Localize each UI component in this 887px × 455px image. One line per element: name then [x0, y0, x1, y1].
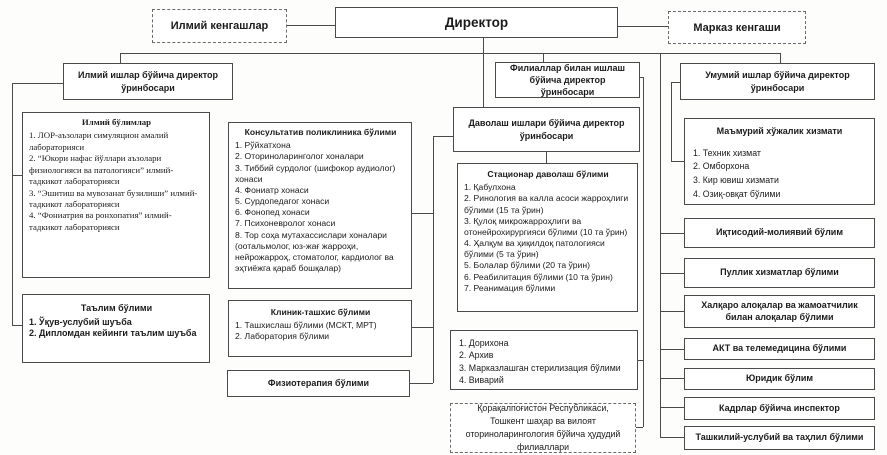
connector-line — [410, 383, 433, 384]
connector-line — [412, 327, 433, 328]
admin-service-box — [684, 118, 875, 205]
unit-label: Ташкилий-услубий ва таҳлил бўлими — [695, 432, 864, 443]
connector-line — [671, 161, 684, 162]
connector-line — [120, 53, 780, 54]
list-item: 1. ЛОР-аъзолари симуляцион амалий лабораторияси — [29, 130, 169, 152]
scientific-councils-box — [152, 9, 287, 43]
unit-label: АКТ ва телемедицина бўлими — [712, 343, 847, 354]
list-item: 3. Марказлашган стерилизация бўлими — [459, 362, 621, 373]
list-item: 6. Фонопед хонаси — [235, 207, 310, 218]
center-council-label: Марказ кенгаши — [693, 21, 781, 34]
connector-line — [433, 136, 453, 137]
connector-line — [660, 349, 684, 350]
connector-line — [660, 407, 684, 408]
list-item: 3. “Эшитиш ва мувозанат бузилиши” илмий-тадкикот лабораторияси — [29, 187, 198, 209]
inpatient-department-title: Стационар даволаш бўлими — [487, 169, 609, 179]
list-item: 3. Қулоқ микрожарроҳлиги ва отонейрохирургияси бўлими (10 та ўрин) — [464, 215, 628, 237]
general-affairs-deputy-label: Умумий ишлар бўйича директор ўринбосари — [705, 70, 850, 93]
list-item: 1. Рўйхатхона — [235, 140, 291, 151]
science-departments-title: Илмий бўлимлар — [81, 117, 152, 127]
ict-telemedicine-box — [684, 338, 875, 360]
connector-line — [660, 53, 661, 437]
science-departments-box — [22, 112, 210, 278]
international-relations-box — [684, 295, 875, 328]
diagnostics-department-box — [228, 300, 412, 357]
scientific-councils-label: Илмий кенгашлар — [170, 20, 269, 32]
list-item: 4. Ҳалқум ва ҳиқилдоқ патологияси бўлими (5 та ўрин) — [464, 238, 605, 260]
list-item: 1. Қабулхона — [464, 182, 516, 193]
treatment-deputy-label: Даволаш ишлари бўйича директор ўринбосари — [468, 118, 625, 141]
connector-line — [543, 53, 544, 62]
science-deputy-box — [63, 63, 233, 100]
paid-services-box — [684, 258, 875, 288]
list-item: 4. “Фониатрия ва ронхопатия” илмий-тадкикот лабораторияси — [29, 210, 172, 232]
list-item: 4. Озиқ-овқат бўлими — [693, 188, 781, 199]
list-item: 2. Ринология ва калла асоси жарроҳлиги бўлими (15 та ўрин) — [464, 193, 629, 215]
physiotherapy-department-label: Физиотерапия бўлими — [267, 377, 370, 388]
connector-line — [12, 83, 63, 84]
organizational-methodical-box — [684, 426, 875, 450]
regional-branches-box — [450, 403, 636, 453]
list-item: 5. Болалар бўлими (20 та ўрин) — [464, 260, 590, 271]
connector-line — [671, 82, 672, 161]
unit-label: Пуллик хизматлар бўлими — [720, 267, 839, 278]
admin-service-title: Маъмурий хўжалик хизмати — [716, 126, 843, 136]
economics-finance-box — [684, 218, 875, 248]
branches-deputy-box — [495, 62, 640, 98]
connector-line — [12, 175, 22, 176]
list-item: 2. Оториноларинголог хоналари — [235, 151, 364, 162]
connector-line — [412, 213, 433, 214]
connector-line — [671, 82, 680, 83]
connector-line — [636, 427, 643, 428]
list-item: 3. Тиббий сурдолог (шифокор аудиолог) хонаси — [235, 162, 396, 184]
unit-label: Иқтисодий-молиявий бўлим — [716, 227, 843, 238]
connector-line — [546, 152, 547, 163]
support-units-box — [450, 330, 638, 390]
hr-inspector-box — [684, 397, 875, 420]
physiotherapy-department-box — [227, 370, 410, 397]
connector-line — [12, 325, 22, 326]
list-item: 2. Дипломдан кейинги таълим шуъба — [29, 328, 197, 339]
unit-label: Кадрлар бўйича инспектор — [719, 402, 840, 413]
list-item: 1. Дорихона — [459, 338, 509, 348]
connector-line — [640, 77, 643, 78]
unit-label: Юридик бўлим — [745, 373, 814, 384]
connector-line — [643, 77, 644, 427]
center-council-box — [668, 11, 806, 44]
branches-deputy-label: Филиаллар билан ишлаш бўйича директор ўринбосари — [510, 62, 625, 98]
list-item: 1. Ўқув-услубий шуъба — [29, 316, 132, 327]
polyclinic-department-box — [228, 122, 412, 289]
list-item: 2. Лаборатория бўлими — [235, 331, 330, 342]
connector-line — [780, 53, 781, 63]
polyclinic-department-title: Консультатив поликлиника бўлими — [244, 127, 397, 137]
diagnostics-department-title: Клиник-ташхис бўлими — [270, 307, 371, 317]
connector-line — [660, 233, 684, 234]
connector-line — [287, 25, 335, 26]
connector-line — [660, 311, 684, 312]
connector-line — [483, 38, 484, 107]
director-box — [335, 7, 618, 38]
education-department-box — [22, 294, 210, 363]
list-item: 3. Кир ювиш хизмати — [693, 174, 779, 185]
general-affairs-deputy-box — [680, 63, 875, 100]
connector-line — [618, 26, 668, 27]
connector-line — [638, 360, 643, 361]
list-item: 8. Тор соҳа мутахассислари хоналари (оотальмолог, юз-жағ жарроҳи, нейрожарроҳ, стоматолог, кардиолог ва эҳтиёжга қараб бошқалар) — [235, 229, 394, 274]
list-item: 1. Техник хизмат — [693, 147, 761, 158]
list-item: 2. Архив — [459, 350, 494, 361]
treatment-deputy-box — [453, 107, 640, 152]
director-label: Директор — [444, 15, 509, 30]
connector-line — [433, 136, 434, 383]
connector-line — [660, 378, 684, 379]
science-deputy-label: Илмий ишлар бўйича директор ўринбосари — [77, 70, 219, 93]
list-item: 1. Ташхислаш бўлими (МСКТ, МРТ) — [235, 320, 377, 331]
unit-label: Халқаро алоқалар ва жамоатчилик билан алоқалар бўлими — [701, 299, 858, 322]
regional-branches-label: Қорақалпоғистон Республикаси, Тошкент шаҳар ва вилоят оториноларингология бўйича ҳудудий филиаллари — [465, 402, 621, 453]
connector-line — [660, 273, 684, 274]
connector-line — [120, 53, 121, 63]
education-department-title: Таълим бўлими — [80, 303, 153, 313]
list-item: 6. Реабилитация бўлими (10 та ўрин) — [464, 271, 613, 282]
list-item: 4. Виварий — [459, 374, 504, 385]
inpatient-department-box — [457, 163, 638, 312]
list-item: 5. Сурдопедагог хонаси — [235, 196, 330, 207]
connector-line — [660, 437, 684, 438]
list-item: 2. Омборхона — [693, 161, 750, 172]
list-item: 7. Психоневролог хонаси — [235, 218, 336, 229]
list-item: 7. Реанимация бўлими — [464, 282, 556, 293]
legal-department-box — [684, 368, 875, 390]
list-item: 2. “Юкори нафас йўллари аъзолари физиологияси ва патологияси” илмий-тадкикот лабораторияси — [29, 153, 174, 187]
connector-line — [12, 83, 13, 325]
list-item: 4. Фониатр хонаси — [235, 184, 309, 195]
